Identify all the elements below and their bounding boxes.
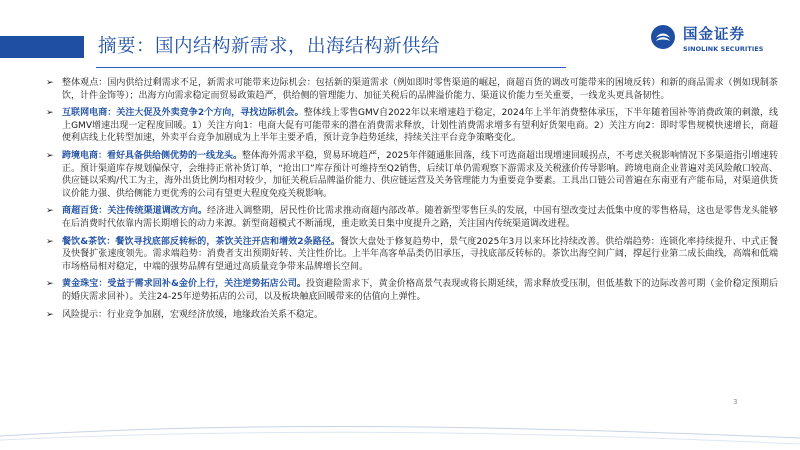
sinolink-logo xyxy=(650,21,790,61)
arrow-bullet-icon: ➢ xyxy=(46,78,54,88)
arrow-bullet-icon: ➢ xyxy=(46,206,54,217)
item-lead: 商超百货：关注传统渠道调改方向。 xyxy=(62,206,208,217)
summary-list xyxy=(46,77,778,326)
page-title: 摘要：国内结构新需求，出海结构新供给 xyxy=(98,36,441,57)
header-accent-block xyxy=(0,36,84,58)
arrow-bullet-icon: ➢ xyxy=(46,150,54,161)
logo-text-en: SINOLINK SECURITIES xyxy=(683,45,764,53)
item-body: 整体线上零售GMV自2022年以来增速趋于稳定，2024年上半年消费整体承压，下半年随着国补等消费政策的刺激，线上GMV增速出现一定程度回暖。1）关注方向1：电商大促有可能带来的潜在消费需求释放，计划性消费需求增多有望利好货架电商。2）关注方向2：即时零售规模快速增长，商超便利店线上化转型加速，外卖平台竞争加剧成为上半年主要矛盾，预计竞争趋势延续，持续关注平台竞争策略变化。 xyxy=(62,108,778,144)
footer-decorative-curves xyxy=(0,414,800,450)
item-lead: 互联网电商：关注大促及外卖竞争2个方向，寻找边际机会。 xyxy=(62,108,304,119)
sinolink-logo-icon xyxy=(650,24,676,50)
title-divider xyxy=(96,67,566,68)
logo-text-cn: 国金证券 xyxy=(683,27,745,43)
arrow-bullet-icon: ➢ xyxy=(46,108,54,119)
item-body: 整体观点：国内供给过剩需求不足，新需求可能带来边际机会：包括新的渠道需求（例如即时零售渠道的崛起，商超百货的调改可能带来的困境反转）和新的商品需求（例如现制茶饮，计件金饰等）；出海方向需求稳定而贸易政策趋严，供给侧的管理能力、加征关税后的品牌溢价能力、渠道议价能力至关重要，一线龙头更具备韧性。 xyxy=(62,78,778,101)
summary-item-internet-ecommerce xyxy=(46,107,778,145)
item-lead: 黄金珠宝：受益于需求回补&金价上行，关注逆势拓店公司。 xyxy=(62,279,306,290)
item-body: 投资避险需求下，黄金价格高景气表现或将长期延续，需求释放受压制，但低基数下的边际改善可期（金价稳定预期后的婚庆需求回补）。关注24-25年逆势拓店的公司，以及板块触底回暖带来的估值向上弹性。 xyxy=(62,279,778,302)
summary-item-supermarket xyxy=(46,205,778,230)
summary-item-risk xyxy=(46,309,778,322)
item-body: 经济进入调整期，居民性价比需求推动商超内部改革。随着新型零售巨头的发展，中国有望改变过去低集中度的零售格局，这也是零售龙头能够在后消费时代依靠内需长期增长的动力来源。新型商超模式不断涌现，重走欧美日集中度提升之路，关注国内传统渠道调改进程。 xyxy=(62,206,778,229)
item-body: 餐饮大盘处于修复趋势中，景气度2025年3月以来环比持续改善。供给端趋势：连锁化率持续提升、中式正餐及快餐扩张速度领先。需求端趋势：消费者支出预期好转、关注性价比。上半年高客单品类仍旧承压，寻找底部反转标的。茶饮出海空间广阔，撑起行业第二成长曲线，高端和低端市场格局相对稳定，中端的强势品牌有望通过高质量竞争带来品牌增长空间。 xyxy=(62,236,778,272)
summary-item-overall xyxy=(46,77,778,102)
item-lead: 跨境电商：看好具备供给侧优势的一线龙头。 xyxy=(62,150,243,161)
arrow-bullet-icon: ➢ xyxy=(46,309,54,320)
item-body: 整体海外需求平稳，贸易环境趋严，2025年伴随通胀回落，线下可选商超出现增速回暖拐点，不考虑关税影响情况下多渠道指引增速转正。预计渠道库存规划偏保守，会维持正常补货订单，“抢出口”库存预计可维持至Q2销售，后续订单仍需观察下游需求及关税涨价传导影响。跨境电商企业普遍对美风险敞口较高、供应链以采购/代工为主，海外出货比例均相对较少，加征关税后品牌溢价能力、供应链运营及关务管理能力为重要竞争要素。工具出口链公司普遍在东南亚有产能布局，对渠道供货议价能力强、供给侧能力更优秀的公司有望更大程度免疫关税影响。 xyxy=(62,150,778,199)
arrow-bullet-icon: ➢ xyxy=(46,236,54,247)
summary-item-catering-tea xyxy=(46,236,778,274)
item-body: 风险提示：行业竞争加剧，宏观经济放缓，地缘政治关系不稳定。 xyxy=(62,309,324,320)
item-lead: 餐饮&茶饮：餐饮寻找底部反转标的，茶饮关注开店和增效2条路径。 xyxy=(62,236,341,247)
summary-item-gold-jewelry xyxy=(46,278,778,303)
page-number: 3 xyxy=(733,398,738,406)
arrow-bullet-icon: ➢ xyxy=(46,279,54,290)
summary-item-cross-border xyxy=(46,150,778,200)
